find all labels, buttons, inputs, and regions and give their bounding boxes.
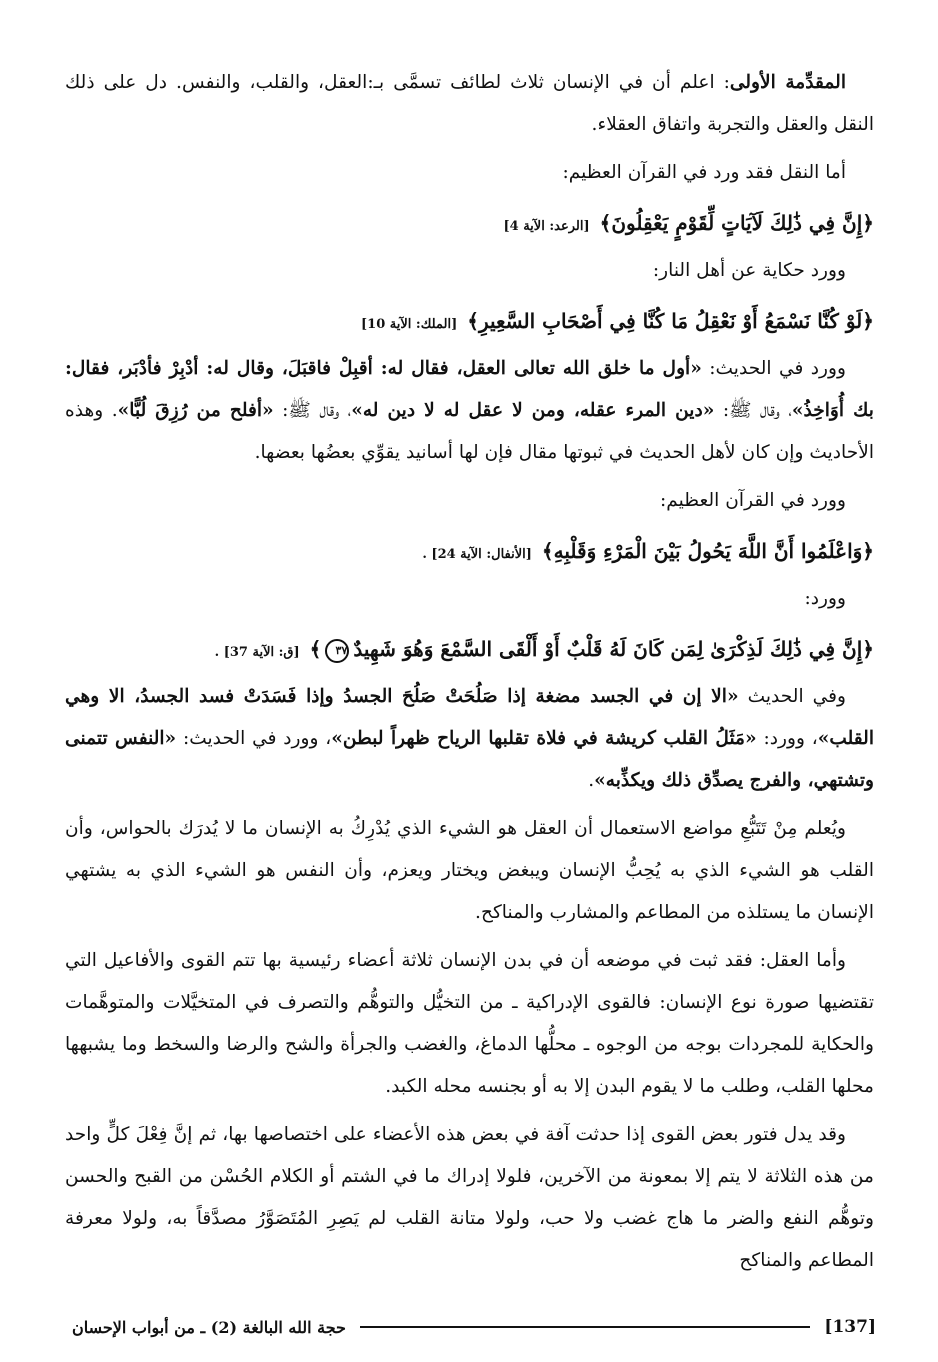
verse-text: ﴿وَاعْلَمُوا أَنَّ اللَّهَ يَحُولُ بَيْنَ الْمَرْءِ وَقَلْبِهِ﴾ [541,539,874,563]
paragraph-introduction [65,62,874,146]
page-number: [137] [824,1317,876,1337]
hadith-quote: «دين المرء عقله، ومن لا عقل له لا دين له» [351,400,715,421]
paragraph-warada: وورد: [804,588,846,609]
hadith-quote: «النفس تتمنى وتشتهي، والفرج يصدِّق ذلك ويكذِّبه» [65,728,874,791]
verse-reference: [الملك: الآية 10] [361,317,458,332]
page-footer [72,1313,876,1341]
verse-number-mark: ٣٧ [325,639,349,663]
quran-verse-raad [65,200,874,250]
verse-reference: [الرعد: الآية 4] [503,219,590,234]
hadith-quote: «مَثَلُ القلب كريشة في فلاة تقلبها الرياح ظهراً لبطن» [331,728,757,749]
text-run: . [588,770,595,791]
paragraph-hadith-aql [65,348,874,474]
text-run: ، وقال ﷺ: [714,400,792,421]
text-run: ، وورد في الحديث: [176,728,332,749]
text-run: ، وقال ﷺ: [273,400,352,421]
quran-verse-mulk [65,298,874,348]
paragraph-definitions: ويُعلم مِنْ تَتَبُّعِ مواضع الاستعمال أن العقل هو الشيء الذي يُدْرِكُ به الإنسان ما لا يُدرَك بالحواس، وأن القلب هو الشيء الذي به يُحِبُّ الإنسان ويبغض ويختار ويعزم، وأن النفس هو الشيء الذي به يشتهي الإنسان ما يستلذه من المطاعم والمشارب والمناكح. [65,818,874,923]
section-label: المقدِّمة الأولى [729,72,846,93]
hadith-quote: «الا إن في الجسد مضغة إذا صَلُحَتْ صَلُحَ الجسدُ وإذا فَسَدَتْ فسد الجسدُ، الا وهي القلب» [65,686,875,749]
quran-verse-qaf [65,626,874,676]
paragraph-text: : اعلم أن في الإنسان ثلاث لطائف تسمَّى بـ:العقل، والقلب، والنفس. دل على ذلك النقل والعقل والتجربة واتفاق العقلاء. [65,72,874,135]
verse-text: ﴿إِنَّ فِي ذَٰلِكَ لَآيَاتٍ لِّقَوْمٍ يَعْقِلُونَ﴾ [599,211,874,235]
verse-reference: [ق: الآية 37] . [214,645,300,660]
text-run: ، وورد: [756,728,818,749]
verse-text: ﴿لَوْ كُنَّا نَسْمَعُ أَوْ نَعْقِلُ مَا كُنَّا فِي أَصْحَابِ السَّعِيرِ﴾ [467,309,874,333]
paragraph-aql: وأما العقل: فقد ثبت في موضعه أن في بدن الإنسان ثلاثة أعضاء رئيسية بها تتم القوى والأفاعيل التي تقتضيها صورة نوع الإنسان: فالقوى الإدراكية ـ من التخيُّل والتوهُّم والتصرف في المتخيَّلات والمتوهَّمات والحكاية للمجردات بوجه من الوجوه ـ محلُّها الدماغ، والغضب والجرأة والشح والرضا والسخط وما يشبهها محلها القلب، وطلب ما لا يقوم البدن إلا به أو بجنسه محله الكبد. [65,950,874,1097]
text-run: وفي الحديث [738,686,846,707]
paragraph-hadith-qalb [65,676,874,802]
verse-reference: [الأنفال: الآية 24] . [422,547,532,562]
paragraph-quran-intro: وورد في القرآن العظيم: [660,490,846,511]
running-title: حجة الله البالغة (2) ـ من أبواب الإحسان [72,1317,346,1337]
footer-rule [360,1326,810,1328]
text-run: وورد في الحديث: [701,358,846,379]
quran-verse-anfal [65,528,874,578]
hadith-quote: «أفلح من رُزِقَ لُبًّا» [117,400,274,421]
paragraph-futur: وقد يدل فتور بعض القوى إذا حدثت آفة في بعض هذه الأعضاء على اختصاصها بها، ثم إنَّ فِعْلَ كلٍّ واحد من هذه الثلاثة لا يتم إلا بمعونة من الآخرين، فلولا إدراك ما في الشتم أو الكلام الحُسْن من القبح والحسن وتوهُّم النفع والضر ما هاج غضب ولا حب، ولولا متانة القلب لم يَصِرِ المُتَصَوَّرُ مصدَّقاً به، ولولا معرفة المطاعم والمناكح [65,1124,874,1271]
page-body [65,62,874,1288]
text-run: . وهذه الأحاديث وإن كان لأهل الحديث في ثبوتها مقال فإن لها أسانيد يقوِّي بعضُها بعضها. [65,400,874,463]
paragraph-ahl-alnar: وورد حكاية عن أهل النار: [652,260,846,281]
paragraph-naql: أما النقل فقد ورد في القرآن العظيم: [562,162,846,183]
verse-close-bracket: ﴾ [309,637,322,661]
hadith-quote: «أول ما خلق الله تعالى العقل، فقال له: أقبِلْ فاقبَلَ، وقال له: أدْبِرْ فأدْبَر، فقال: بك أُوَاخِذُ» [65,358,874,421]
verse-text: ﴿إِنَّ فِي ذَٰلِكَ لَذِكْرَىٰ لِمَن كَانَ لَهُ قَلْبٌ أَوْ أَلْقَى السَّمْعَ وَهُوَ شَهِيدٌ [353,637,874,661]
